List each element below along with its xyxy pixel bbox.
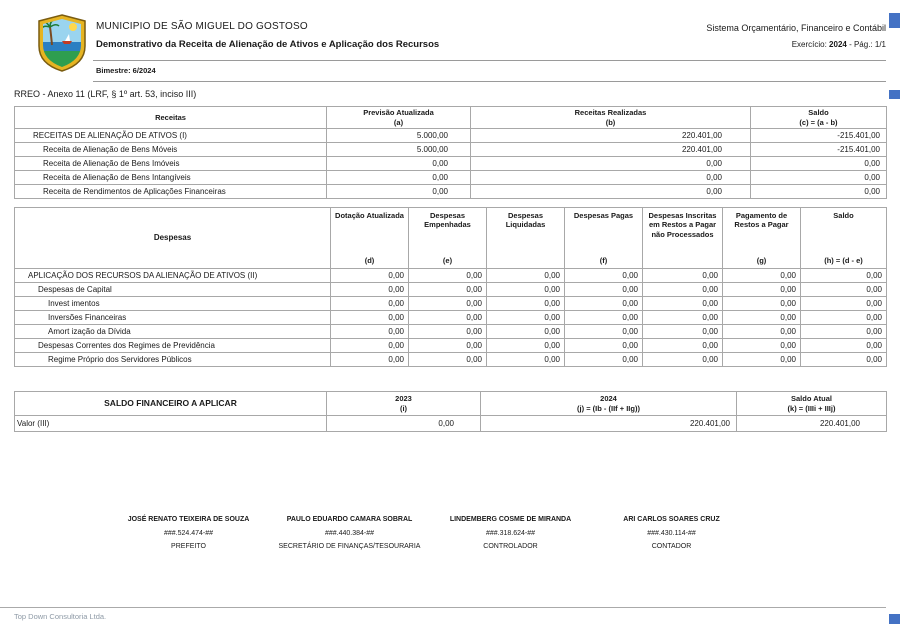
cell: 0,00 — [409, 269, 487, 283]
col-header-sub: (c) = (a - b) — [799, 117, 838, 127]
col-header-saldo — [751, 107, 887, 129]
cell: 0,00 — [643, 325, 723, 339]
col-header-saldo-h — [801, 208, 887, 269]
cell: 0,00 — [723, 269, 801, 283]
table-row — [15, 311, 887, 325]
signature-doc: ###.318.624-## — [485, 529, 536, 537]
cell: 0,00 — [723, 311, 801, 325]
receitas-table — [14, 106, 887, 199]
col-header-title: Despesas Empenhadas — [424, 211, 471, 230]
signature-block — [591, 513, 752, 554]
table-row — [15, 269, 887, 283]
signatures — [108, 513, 752, 554]
cell: 0,00 — [643, 353, 723, 367]
cell: 0,00 — [409, 339, 487, 353]
signature-doc: ###.430.114-## — [647, 529, 696, 537]
col-header-title: 2024 — [600, 394, 617, 404]
row-label: Receita de Alienação de Bens Intangíveis — [15, 171, 327, 185]
col-header-sub: (f) — [599, 255, 608, 265]
col-header-title: Dotação Atualizada — [335, 211, 404, 220]
cell: 0,00 — [801, 353, 887, 367]
receitas-header-row — [15, 107, 887, 129]
cell: 0,00 — [565, 325, 643, 339]
col-header-title: Previsão Atualizada — [363, 108, 434, 118]
cell: 0,00 — [409, 353, 487, 367]
header-right — [706, 23, 886, 49]
table-row — [15, 143, 887, 157]
table-row — [15, 129, 887, 143]
receitas-section — [14, 106, 887, 199]
exercise-line — [706, 40, 886, 49]
cell: 5.000,00 — [327, 129, 471, 143]
table-row — [15, 353, 887, 367]
page-edge-marker-middle — [889, 90, 900, 99]
row-label: Regime Próprio dos Servidores Públicos — [15, 353, 331, 367]
cell: 0,00 — [565, 283, 643, 297]
despesas-table — [14, 207, 887, 367]
col-header-previsao — [327, 107, 471, 129]
cell: 220.401,00 — [737, 416, 887, 432]
col-header-sub: (k) = (IIIi + IIIj) — [787, 403, 836, 413]
cell: 0,00 — [751, 171, 887, 185]
cell: 220.401,00 — [471, 129, 751, 143]
saldo-table — [14, 391, 887, 432]
table-row — [15, 416, 887, 432]
col-header-sub: (d) — [364, 255, 375, 265]
col-header-title: Saldo — [833, 211, 854, 220]
cell: 0,00 — [487, 269, 565, 283]
cell: 0,00 — [331, 311, 409, 325]
cell: 0,00 — [487, 311, 565, 325]
footer-divider — [0, 607, 886, 608]
col-header-pagas — [565, 208, 643, 269]
cell: 0,00 — [331, 353, 409, 367]
footer-vendor: Top Down Consultoria Ltda. — [14, 612, 107, 621]
cell: 5.000,00 — [327, 143, 471, 157]
row-label: Amort ização da Dívida — [15, 325, 331, 339]
col-header-sub: (j) = (Ib - (IIf + IIg)) — [577, 403, 640, 413]
cell: 0,00 — [801, 339, 887, 353]
cell: 0,00 — [723, 325, 801, 339]
signature-name: PAULO EDUARDO CAMARA SOBRAL — [286, 516, 413, 523]
table-row — [15, 283, 887, 297]
report-reference: RREO - Anexo 11 (LRF, § 1º art. 53, inciso III) — [14, 89, 197, 99]
cell: 0,00 — [409, 311, 487, 325]
cell: 0,00 — [723, 353, 801, 367]
cell: 0,00 — [643, 283, 723, 297]
cell: 0,00 — [409, 283, 487, 297]
cell: 0,00 — [565, 269, 643, 283]
signature-name: JOSÉ RENATO TEIXEIRA DE SOUZA — [127, 516, 250, 523]
row-label: APLICAÇÃO DOS RECURSOS DA ALIENAÇÃO DE ATIVOS (II) — [15, 269, 331, 283]
row-label: Receita de Alienação de Bens Imóveis — [15, 157, 327, 171]
cell: -215.401,00 — [751, 129, 887, 143]
page-edge-marker-top — [889, 13, 900, 28]
cell: 0,00 — [565, 353, 643, 367]
row-label: Invest imentos — [15, 297, 331, 311]
cell: 220.401,00 — [471, 143, 751, 157]
cell: 0,00 — [487, 339, 565, 353]
signature-block — [269, 513, 430, 554]
cell: 0,00 — [331, 339, 409, 353]
signature-name: LINDEMBERG COSME DE MIRANDA — [449, 516, 572, 523]
row-label: Inversões Financeiras — [15, 311, 331, 325]
cell: 0,00 — [487, 353, 565, 367]
col-header-title: SALDO FINANCEIRO A APLICAR — [104, 398, 237, 409]
cell: 0,00 — [471, 171, 751, 185]
col-header-receitas — [15, 107, 327, 129]
signature-doc: ###.440.384-## — [324, 529, 375, 537]
table-row — [15, 325, 887, 339]
exercise-label: Exercício: — [791, 40, 827, 49]
cell: 0,00 — [327, 185, 471, 199]
cell: 0,00 — [751, 185, 887, 199]
row-label: Receita de Alienação de Bens Móveis — [15, 143, 327, 157]
page-info: - Pág.: 1/1 — [849, 40, 886, 49]
cell: 0,00 — [327, 416, 481, 432]
cell: 0,00 — [409, 297, 487, 311]
cell: 0,00 — [801, 325, 887, 339]
cell: 0,00 — [327, 171, 471, 185]
cell: 0,00 — [471, 157, 751, 171]
despesas-header-row — [15, 208, 887, 269]
col-header-realizadas — [471, 107, 751, 129]
header-divider-bottom — [93, 81, 886, 82]
col-header-2023 — [327, 392, 481, 416]
col-header-sub: (b) — [605, 117, 616, 127]
saldo-header-row — [15, 392, 887, 416]
col-header-sub: (h) = (d - e) — [824, 255, 863, 265]
cell: 0,00 — [565, 297, 643, 311]
signature-role: CONTROLADOR — [483, 543, 538, 550]
cell: -215.401,00 — [751, 143, 887, 157]
col-header-sub: (e) — [442, 255, 453, 265]
col-header-empenhadas — [409, 208, 487, 269]
table-row — [15, 297, 887, 311]
cell: 0,00 — [643, 297, 723, 311]
cell: 0,00 — [327, 157, 471, 171]
signature-block — [430, 513, 591, 554]
signature-block — [108, 513, 269, 554]
report-title: Demonstrativo da Receita de Alienação de Ativos e Aplicação dos Recursos — [96, 39, 440, 50]
table-row — [15, 185, 887, 199]
cell: 220.401,00 — [481, 416, 737, 432]
table-row — [15, 339, 887, 353]
row-label: Receita de Rendimentos de Aplicações Financeiras — [15, 185, 327, 199]
cell: 0,00 — [751, 157, 887, 171]
cell: 0,00 — [723, 297, 801, 311]
signature-role: CONTADOR — [651, 543, 692, 550]
despesas-section — [14, 207, 887, 367]
cell: 0,00 — [801, 283, 887, 297]
cell: 0,00 — [331, 297, 409, 311]
cell: 0,00 — [487, 325, 565, 339]
table-row — [15, 171, 887, 185]
table-row — [15, 157, 887, 171]
municipality-name: MUNICIPIO DE SÃO MIGUEL DO GOSTOSO — [96, 21, 308, 32]
col-header-title: Receitas — [155, 112, 186, 122]
col-header-2024 — [481, 392, 737, 416]
bimester-label: Bimestre: 6/2024 — [96, 66, 156, 75]
col-header-sub: (g) — [756, 255, 767, 265]
cell: 0,00 — [471, 185, 751, 199]
cell: 0,00 — [331, 325, 409, 339]
system-name: Sistema Orçamentário, Financeiro e Contábil — [706, 23, 886, 33]
cell: 0,00 — [487, 297, 565, 311]
cell: 0,00 — [331, 283, 409, 297]
signature-role: SECRETÁRIO DE FINANÇAS/TESOURARIA — [278, 543, 421, 550]
col-header-title: Saldo — [808, 108, 829, 118]
coat-of-arms-icon — [38, 14, 86, 72]
row-label: RECEITAS DE ALIENAÇÃO DE ATIVOS (I) — [15, 129, 327, 143]
cell: 0,00 — [801, 269, 887, 283]
cell: 0,00 — [723, 339, 801, 353]
col-header-saldo-atual — [737, 392, 887, 416]
col-header-title: Despesas Pagas — [573, 211, 634, 220]
col-header-liquidadas — [487, 208, 565, 269]
col-header-dotacao — [331, 208, 409, 269]
col-header-title: Saldo Atual — [791, 394, 832, 404]
cell: 0,00 — [801, 311, 887, 325]
cell: 0,00 — [409, 325, 487, 339]
header-left — [96, 21, 439, 50]
row-label: Despesas Correntes dos Regimes de Previdência — [15, 339, 331, 353]
cell: 0,00 — [331, 269, 409, 283]
col-header-saldo-financeiro — [15, 392, 327, 416]
col-header-restos-nao-processados — [643, 208, 723, 269]
cell: 0,00 — [801, 297, 887, 311]
signature-role: PREFEITO — [171, 543, 206, 550]
signature-name: ARI CARLOS SOARES CRUZ — [623, 516, 720, 523]
page-edge-marker-bottom — [889, 614, 900, 624]
col-header-sub: (a) — [393, 117, 404, 127]
signature-doc: ###.524.474-## — [163, 529, 214, 537]
cell: 0,00 — [643, 269, 723, 283]
cell: 0,00 — [565, 339, 643, 353]
col-header-title: Despesas Liquidadas — [505, 211, 546, 230]
col-header-title: 2023 — [395, 394, 412, 404]
col-header-pagamento-restos — [723, 208, 801, 269]
cell: 0,00 — [565, 311, 643, 325]
cell: 0,00 — [723, 283, 801, 297]
exercise-value: 2024 — [829, 40, 847, 49]
cell: 0,00 — [487, 283, 565, 297]
municipality-crest — [38, 14, 86, 77]
cell: 0,00 — [643, 339, 723, 353]
header-divider-top — [93, 60, 886, 61]
col-header-sub: (i) — [399, 403, 408, 413]
col-header-title: Receitas Realizadas — [574, 108, 647, 118]
row-label: Valor (III) — [15, 416, 327, 432]
col-header-despesas: Despesas — [15, 208, 331, 269]
row-label: Despesas de Capital — [15, 283, 331, 297]
saldo-section — [14, 391, 887, 432]
col-header-title: Pagamento de Restos a Pagar — [734, 211, 789, 230]
cell: 0,00 — [643, 311, 723, 325]
col-header-title: Despesas Inscritas em Restos a Pagar não Processados — [648, 211, 717, 239]
